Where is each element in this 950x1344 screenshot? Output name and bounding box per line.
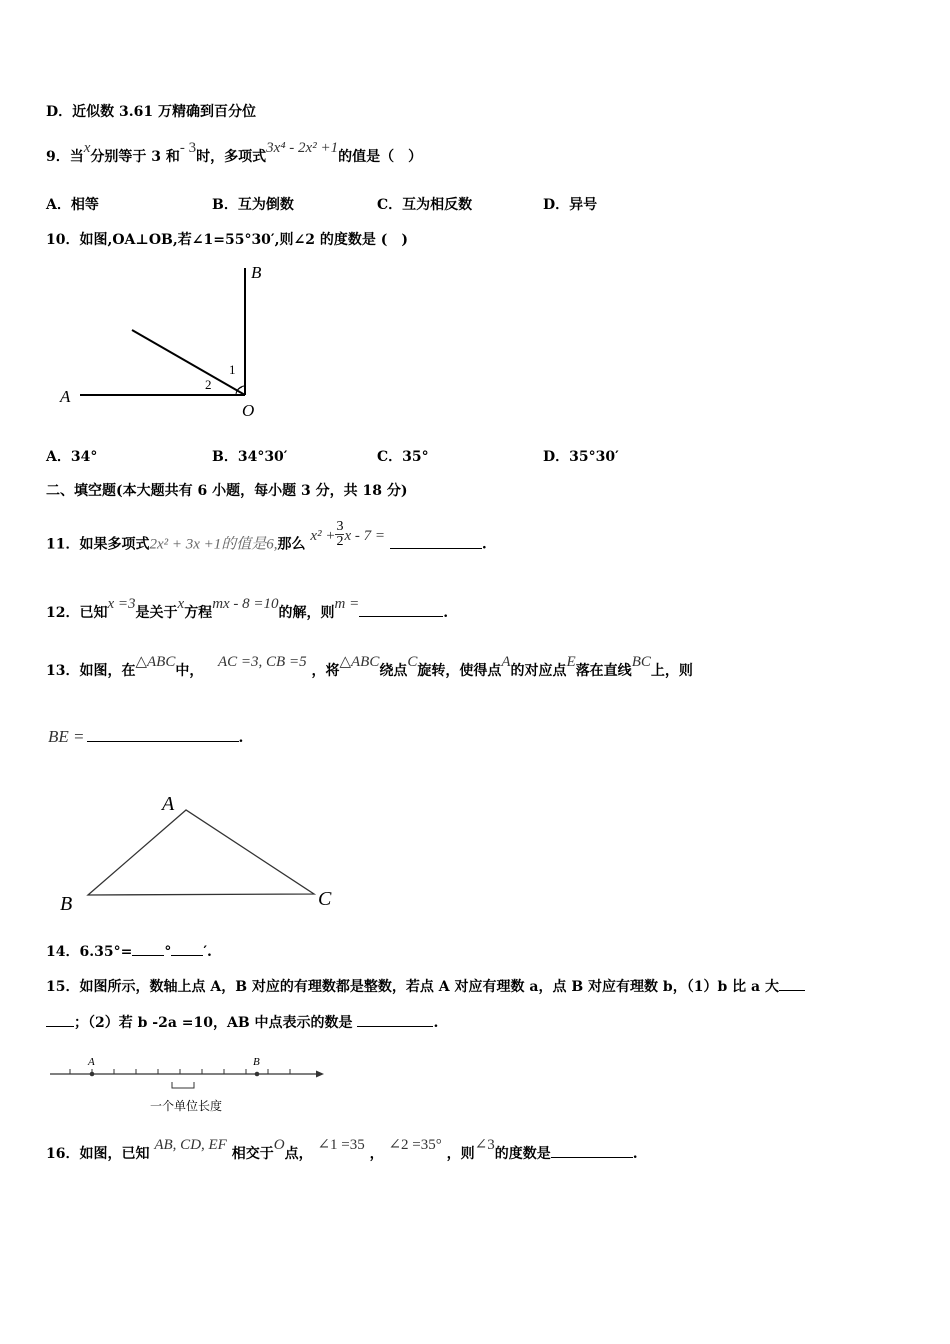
q12-text-3: 的解，则 [278,605,335,621]
q13-triangle-2: △ABC [339,654,380,670]
question-10-stem: 10．如图,OA⊥OB,若∠1=55°30′,则∠2 的度数是 ( ) [46,232,408,248]
q9-option-d: D．异号 [543,197,598,213]
q13-prefix: 13．如图，在 [46,663,136,679]
q15-blank-1b[interactable] [46,1012,74,1027]
q16-end: . [632,1146,638,1162]
label-b: B [251,263,262,282]
label-a: A [88,1056,95,1068]
q12-eq3: m = [334,596,360,612]
q12-answer-blank[interactable] [359,602,443,617]
q16-text-1: 相交于 [231,1146,274,1162]
label-2: 2 [205,377,212,392]
q16-text-3: ， [369,1146,384,1162]
q13-triangle: △ABC [135,654,176,670]
q9-text-1: 分别等于 3 和 [90,149,180,165]
q12-eq1: x =3 [107,596,136,612]
q9-option-a: A．相等 [46,197,99,213]
q14-minute-blank[interactable] [171,941,203,956]
q15-end: . [433,1015,439,1031]
q9-option-b: B．互为倒数 [212,197,294,213]
unit-bracket [172,1082,194,1088]
q10-option-d: D．35°30′ [543,449,619,465]
q9-polynomial: 3x⁴ - 2x² +1 [266,140,339,156]
q14-degree-blank[interactable] [132,941,164,956]
question-9 [46,140,423,167]
label-b: B [253,1056,260,1068]
q16-prefix: 16．如图，已知 [46,1146,150,1162]
point-a [90,1072,95,1077]
question-15-line-1 [46,976,805,997]
q13-end: . [238,730,244,746]
q12-eq2: mx - 8 =10 [212,596,279,612]
q15-line-2: ；（2）若 b -2a =10，AB 中点表示的数是 [74,1015,353,1031]
q13-text-4: 旋转，使得点 [417,663,502,679]
q13-point-c: C [407,654,418,670]
q12-text-2: 方程 [184,605,213,621]
q13-text-2: ，将 [311,663,340,679]
q15-blank-2[interactable] [357,1012,433,1027]
label-o: O [242,401,255,420]
q16-lines: AB, CD, EF [154,1137,227,1153]
q9-var-x: x [83,140,91,156]
q10-option-c: C．35° [377,449,429,465]
q13-text-5: 的对应点 [510,663,567,679]
q16-angle-2: ∠2 =35° [388,1137,442,1153]
q9-option-c: C．互为相反数 [377,197,473,213]
q15-blank-1a[interactable] [779,976,805,991]
q10-angle-figure [50,258,290,428]
q10-option-b: B．34°30′ [212,449,288,465]
q11-expr-a: x² + [310,527,336,544]
q13-text-7: 上，则 [650,663,693,679]
q11-frac-den: 2 [336,534,344,549]
q11-prefix: 11．如果多项式 [46,536,150,553]
question-14 [46,941,212,962]
q13-line-bc: BC [631,654,651,670]
label-c: C [318,888,332,910]
q12-prefix: 12．已知 [46,605,108,621]
q9-text-3: 的值是（ ） [338,149,423,165]
section-2-title: 二、填空题(本大题共有 6 小题，每小题 3 分，共 18 分) [46,483,408,499]
q13-answer-blank[interactable] [87,727,239,742]
question-12 [46,596,449,623]
q9-neg3: - 3 [179,140,197,156]
q13-text-3: 绕点 [379,663,408,679]
q11-expr-b: x - 7 = [344,527,385,544]
q11-polynomial: 2x² + 3x +1的值是6, [149,536,278,553]
q16-angle-1: ∠1 =35 [317,1137,365,1153]
q16-text-5: 的度数是 [494,1146,551,1162]
q11-answer-blank[interactable] [390,534,482,549]
q12-var-x: x [177,596,185,612]
q16-point-o: O [273,1137,285,1153]
question-15-line-2 [46,1012,438,1033]
axis-arrow [316,1071,324,1078]
q14-minute: ′. [203,944,212,960]
q13-point-a: A [501,654,511,670]
question-11 [46,519,487,559]
q11-text-1: 那么 [277,536,306,553]
q10-option-a: A．34° [46,449,98,465]
label-a: A [162,793,175,815]
question-13 [46,654,693,681]
label-a: A [60,387,71,406]
q12-end: . [443,605,449,621]
q13-given: AC =3, CB =5 [217,654,307,670]
q13-text-6: 落在直线 [575,663,632,679]
q12-text-1: 是关于 [135,605,178,621]
q13-triangle-figure [52,788,352,918]
label-1: 1 [229,362,236,377]
q14-prefix: 14．6.35°= [46,944,133,960]
point-b [255,1072,260,1077]
q9-text-2: 时，多项式 [196,149,267,165]
q13-answer-line [48,727,243,748]
q15-number-line [48,1052,338,1116]
q16-answer-blank[interactable] [551,1143,633,1158]
q11-frac-num: 3 [336,519,344,534]
q16-angle-3: ∠3 [474,1137,495,1153]
q11-end: . [481,536,487,553]
q13-text-1: 中， [175,663,204,679]
q14-degree: ° [164,944,172,960]
q16-text-4: ，则 [446,1146,475,1162]
triangle-abc [88,810,314,895]
q13-point-e: E [566,654,576,670]
question-16 [46,1137,638,1164]
unit-label: 一个单位长度 [150,1099,223,1113]
q16-text-2: 点， [284,1146,313,1162]
q13-be: BE = [48,727,85,746]
label-b: B [60,893,73,915]
q15-line-1: 15．如图所示，数轴上点 A，B 对应的有理数都是整数，若点 A 对应有理数 a，点 B 对应有理数 b，（1）b 比 a 大 [46,979,779,995]
q9-prefix: 9．当 [46,149,84,165]
q8-option-d: D．近似数 3.61 万精确到百分位 [46,104,256,120]
